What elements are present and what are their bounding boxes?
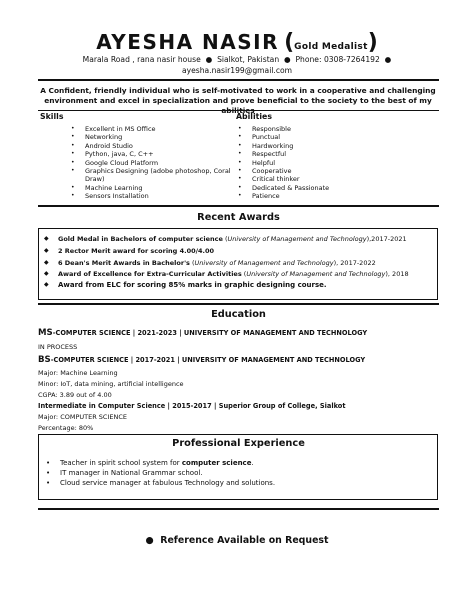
- list-item: • Python, java, C, C++: [85, 150, 235, 158]
- header-divider: [38, 79, 439, 81]
- name-heading: [0, 30, 474, 55]
- person-name: AYESHA NASIR: [96, 30, 279, 54]
- skills-list: [85, 125, 235, 201]
- bullet-icon: ●: [382, 55, 392, 64]
- contact-line: [0, 55, 474, 64]
- list-item: • Respectful: [252, 150, 402, 158]
- list-item: • Punctual: [252, 133, 402, 141]
- experience-item: • IT manager in National Grammar school.: [60, 469, 203, 477]
- bs-degree: BS-COMPUTER SCIENCE | 2017-2021 | UNIVERSITY OF MANAGEMENT AND TECHNOLOGY: [38, 355, 366, 365]
- list-item: • Cooperative: [252, 167, 402, 175]
- paren-close: ): [367, 30, 378, 55]
- bs-cgpa: CGPA: 3.89 out of 4.00: [38, 391, 112, 399]
- bullet-icon: ●: [281, 55, 294, 64]
- experience-heading: Professional Experience: [172, 438, 305, 449]
- education-heading: Education: [211, 309, 266, 320]
- list-item: • Dedicated & Passionate: [252, 184, 402, 192]
- award-item: ◆ 2 Rector Merit award for scoring 4.00/4.00: [58, 247, 438, 255]
- bs-minor: Minor: IoT, data mining, artificial intelligence: [38, 380, 184, 388]
- address: Marala Road , rana nasir house: [82, 55, 201, 64]
- abilities-list: [252, 125, 402, 201]
- award-item: ◆ 6 Dean's Merit Awards in Bachelor's (University of Management and Technology), 2017-2022: [58, 259, 438, 267]
- awards-top-divider: [38, 205, 439, 207]
- list-item: • Google Cloud Platform: [85, 159, 235, 167]
- list-item: • Patience: [252, 192, 402, 200]
- skills-heading: Skills: [40, 112, 64, 121]
- email[interactable]: ayesha.nasir199@gmail.com: [181, 66, 293, 75]
- gold-medalist-title: Gold Medalist: [294, 42, 368, 52]
- award-item: ◆ Award of Excellence for Extra-Curricular Activities (University of Management and Technology), 2018: [58, 270, 438, 278]
- inter-major: Major: COMPUTER SCIENCE: [38, 413, 127, 421]
- list-item: • Networking: [85, 133, 235, 141]
- bullet-icon: ●: [203, 55, 215, 64]
- bs-major: Major: Machine Learning: [38, 369, 118, 377]
- ms-degree: MS-COMPUTER SCIENCE | 2021-2023 | UNIVERSITY OF MANAGEMENT AND TECHNOLOGY: [38, 328, 368, 338]
- experience-item: • Teacher in spirit school system for computer science.: [60, 459, 254, 467]
- reference-line: [0, 535, 474, 546]
- city: Sialkot, Pakistan: [217, 55, 280, 64]
- list-item: • Hardworking: [252, 142, 402, 150]
- objective-divider: [38, 110, 439, 111]
- inter-degree: Intermediate in Computer Science | 2015-2017 | Superior Group of College, Sialkot: [38, 402, 346, 410]
- awards-heading: Recent Awards: [197, 212, 280, 223]
- award-item: ◆ Award from ELC for scoring 85% marks in graphic designing course.: [58, 281, 438, 289]
- ms-status: IN PROCESS: [38, 343, 78, 351]
- list-item-continuation: Draw): [85, 175, 105, 184]
- list-item: • Critical thinker: [252, 175, 402, 183]
- list-item: • Responsible: [252, 125, 402, 133]
- objective-text: A Confident, friendly individual who is self-motivated to work in a cooperative and challenging environment and excel in specialization and prove beneficial to the society to the best of my: [40, 86, 436, 105]
- list-item: • Graphics Designing (adobe photoshop, Coral: [85, 167, 235, 175]
- list-item: • Helpful: [252, 159, 402, 167]
- abilities-heading: Abilities: [236, 112, 272, 121]
- list-item: • Excellent in MS Office: [85, 125, 235, 133]
- reference-text: Reference Available on Request: [160, 535, 329, 546]
- award-item: ◆ Gold Medal in Bachelors of computer science (University of Management and Technology),2017-2021: [58, 235, 438, 243]
- paren-open: (: [284, 30, 295, 55]
- list-item: • Machine Learning: [85, 184, 235, 192]
- inter-percentage: Percentage: 80%: [38, 424, 94, 432]
- list-item: • Sensors Installation: [85, 192, 235, 200]
- phone: Phone: 0308-7264192: [295, 55, 380, 64]
- experience-item: • Cloud service manager at fabulous Technology and solutions.: [60, 479, 275, 487]
- list-item: • Android Studio: [85, 142, 235, 150]
- education-top-divider: [38, 303, 439, 305]
- reference-divider: [38, 508, 439, 510]
- bullet-icon: ●: [145, 535, 161, 546]
